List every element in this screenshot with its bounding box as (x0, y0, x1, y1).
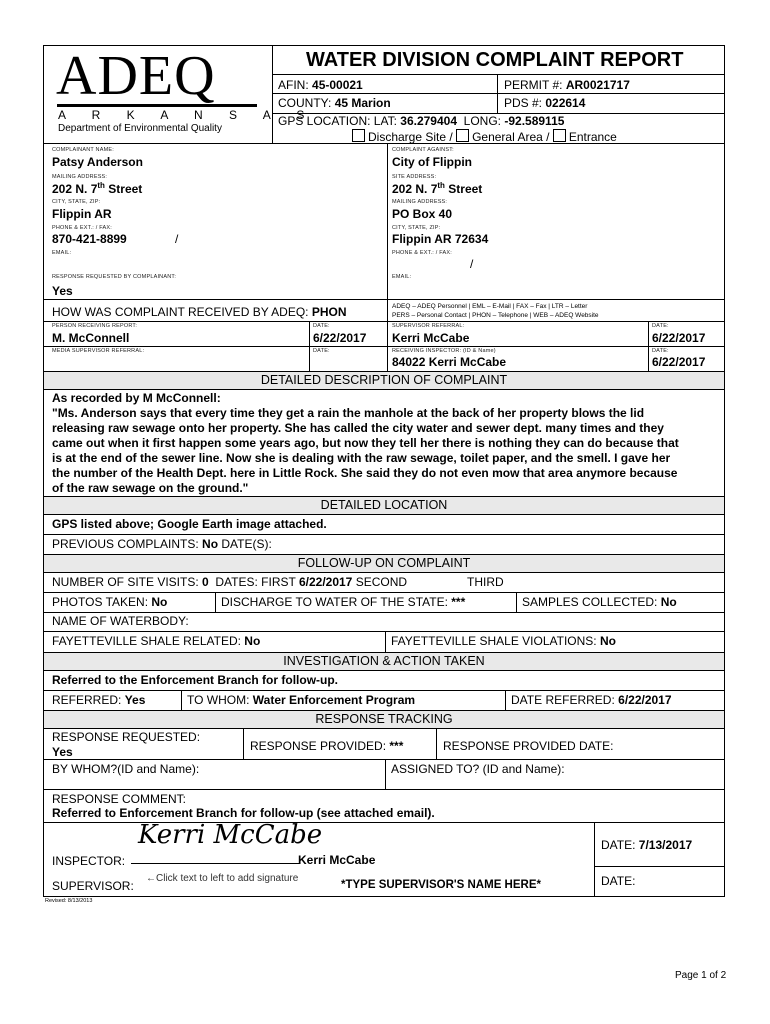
by-whom-field[interactable]: BY WHOM?(ID and Name): (52, 762, 200, 776)
location-type-options: Discharge Site / General Area / Entrance (352, 129, 617, 144)
against-label: COMPLAINT AGAINST: (392, 147, 454, 153)
response-comment[interactable]: Referred to Enforcement Branch for follow-up (see attached email). (52, 806, 435, 820)
site-visits[interactable]: NUMBER OF SITE VISITS: 0 DATES: FIRST 6/22/2017 SECOND (52, 575, 408, 589)
complainant-name-label: COMPLAINANT NAME: (52, 147, 114, 153)
against-city[interactable]: Flippin AR 72634 (392, 232, 489, 246)
against-phone-sep: / (470, 257, 474, 271)
permit-field[interactable]: PERMIT #: AR0021717 (504, 78, 630, 92)
against-site-label: SITE ADDRESS: (392, 174, 437, 180)
party-divider (387, 143, 388, 299)
supervisor-date-label: DATE: (652, 323, 669, 329)
description-line: "Ms. Anderson says that every time they get a rain the manhole at the back of her property blows the lid (52, 406, 645, 420)
method-legend-2: PERS – Personal Contact | PHON – Telephone | WEB – ADEQ Website (392, 312, 599, 319)
complainant-phone-label: PHONE & EXT.: / FAX: (52, 225, 112, 231)
description-line: came out when it first happen some years ago, but now they tell her there is nothing they can do because that (52, 436, 679, 450)
general-area-checkbox[interactable] (456, 129, 469, 142)
followup-heading: FOLLOW-UP ON COMPLAINT (44, 555, 724, 572)
samples-collected[interactable]: SAMPLES COLLECTED: No (522, 595, 677, 609)
entrance-checkbox[interactable] (553, 129, 566, 142)
media-referral-label: MEDIA SUPERVISOR REFERRAL: (52, 348, 145, 354)
inspector-name[interactable]: Kerri McCabe (298, 853, 376, 867)
location-heading: DETAILED LOCATION (44, 497, 724, 514)
location-text[interactable]: GPS listed above; Google Earth image attached. (52, 517, 327, 531)
header-divider (272, 46, 273, 143)
description-line: is at the end of the sewer line. Now she is dealing with the raw sewage, toilet paper, and the smell. I gave her (52, 451, 671, 465)
response-heading: RESPONSE TRACKING (44, 711, 724, 728)
inspector-signature-line (131, 863, 299, 864)
investigation-text[interactable]: Referred to the Enforcement Branch for follow-up. (52, 673, 339, 687)
county-field[interactable]: COUNTY: 45 Marion (278, 96, 391, 110)
page-number: Page 1 of 2 (675, 970, 727, 981)
complainant-mailing-label: MAILING ADDRESS: (52, 174, 108, 180)
referred-field[interactable]: REFERRED: Yes (52, 693, 146, 707)
against-mailing[interactable]: PO Box 40 (392, 207, 453, 221)
receiving-inspector-label: RECEIVING INSPECTOR: (ID & Name) (392, 348, 496, 354)
complainant-email-label: EMAIL: (52, 250, 72, 256)
to-whom-field[interactable]: TO WHOM: Water Enforcement Program (187, 693, 416, 707)
response-requested-label: RESPONSE REQUESTED BY COMPLAINANT: (52, 274, 177, 280)
discharge-site-checkbox[interactable] (352, 129, 365, 142)
previous-complaints[interactable]: PREVIOUS COMPLAINTS: No DATE(S): (52, 537, 272, 551)
response-requested-field-label: RESPONSE REQUESTED: (52, 730, 201, 744)
inspector-date-label: DATE: (652, 348, 669, 354)
media-date-label: DATE: (313, 348, 330, 354)
against-name[interactable]: City of Flippin (392, 155, 472, 169)
received-method[interactable]: HOW WAS COMPLAINT RECEIVED BY ADEQ: PHON (52, 305, 347, 319)
inspector-signature: Kerri McCabe (138, 820, 323, 850)
supervisor-sign-date[interactable]: DATE: (601, 874, 636, 888)
person-receiving-label: PERSON RECEIVING REPORT: (52, 323, 138, 329)
gps-field[interactable]: GPS LOCATION: LAT: 36.279404 LONG: -92.589115 (278, 114, 565, 128)
logo-state: A R K A N S A S (58, 108, 316, 122)
shale-violations[interactable]: FAYETTEVILLE SHALE VIOLATIONS: No (391, 634, 616, 648)
person-date[interactable]: 6/22/2017 (313, 331, 367, 345)
pds-field[interactable]: PDS #: 022614 (504, 96, 586, 110)
assigned-to-field[interactable]: ASSIGNED TO? (ID and Name): (391, 762, 565, 776)
signature-hint[interactable]: ←Click text to left to add signature (146, 873, 299, 884)
against-email-label: EMAIL: (392, 274, 412, 280)
receiving-inspector[interactable]: 84022 Kerri McCabe (392, 355, 507, 369)
adeq-logo: ADEQ (56, 45, 216, 107)
response-provided[interactable]: RESPONSE PROVIDED: *** (250, 739, 404, 753)
investigation-heading: INVESTIGATION & ACTION TAKEN (44, 653, 724, 670)
supervisor-label: SUPERVISOR: (52, 879, 134, 893)
waterbody-field[interactable]: NAME OF WATERBODY: (52, 614, 189, 628)
response-comment-label: RESPONSE COMMENT: (52, 792, 187, 806)
discharge-to-water[interactable]: DISCHARGE TO WATER OF THE STATE: *** (221, 595, 466, 609)
complainant-phone-sep: / (175, 232, 179, 246)
supervisor-referral-label: SUPERVISOR REFERRAL: (392, 323, 465, 329)
third-date-label: THIRD (467, 575, 504, 589)
supervisor-referral[interactable]: Kerri McCabe (392, 331, 470, 345)
complainant-name[interactable]: Patsy Anderson (52, 155, 143, 169)
complainant-city-label: CITY, STATE, ZIP: (52, 199, 101, 205)
complainant-address[interactable]: 202 N. 7th Street (52, 181, 143, 196)
complainant-phone[interactable]: 870-421-8899 (52, 232, 127, 246)
against-site-address[interactable]: 202 N. 7th Street (392, 181, 483, 196)
person-receiving[interactable]: M. McConnell (52, 331, 130, 345)
description-line: releasing raw sewage onto her property. She has called the city water and sewer dept. many times and they (52, 421, 664, 435)
inspector-label: INSPECTOR: (52, 854, 126, 868)
description-heading: DETAILED DESCRIPTION OF COMPLAINT (44, 372, 724, 389)
description-line: of the raw sewage on the ground." (52, 481, 249, 495)
against-phone-label: PHONE & EXT.: / FAX: (392, 250, 452, 256)
photos-taken[interactable]: PHOTOS TAKEN: No (52, 595, 168, 609)
description-line: the number of the Health Dept. here in Little Rock. She said they do not even mow that area anymore because (52, 466, 678, 480)
person-date-label: DATE: (313, 323, 330, 329)
inspector-date[interactable]: DATE: 7/13/2017 (601, 838, 693, 852)
method-legend-1: ADEQ – ADEQ Personnel | EML – E-Mail | FAX – Fax | LTR – Letter (392, 303, 588, 310)
against-city-label: CITY, STATE, ZIP: (392, 225, 441, 231)
against-mailing-label: MAILING ADDRESS: (392, 199, 448, 205)
date-referred-field[interactable]: DATE REFERRED: 6/22/2017 (511, 693, 672, 707)
department-name: Department of Environmental Quality (58, 123, 222, 134)
supervisor-date[interactable]: 6/22/2017 (652, 331, 706, 345)
shale-related[interactable]: FAYETTEVILLE SHALE RELATED: No (52, 634, 261, 648)
afin-field[interactable]: AFIN: 45-00021 (278, 78, 363, 92)
inspector-date[interactable]: 6/22/2017 (652, 355, 706, 369)
logo-rule (57, 104, 257, 107)
revised-date: Revised: 8/13/2013 (45, 898, 93, 904)
page-title: WATER DIVISION COMPLAINT REPORT (306, 49, 684, 71)
response-provided-date[interactable]: RESPONSE PROVIDED DATE: (443, 739, 614, 753)
supervisor-name[interactable]: *TYPE SUPERVISOR'S NAME HERE* (341, 879, 541, 891)
response-requested-field[interactable]: Yes (52, 745, 73, 759)
description-line: As recorded by M McConnell: (52, 391, 221, 405)
complainant-city[interactable]: Flippin AR (52, 207, 112, 221)
response-requested-value[interactable]: Yes (52, 284, 73, 298)
